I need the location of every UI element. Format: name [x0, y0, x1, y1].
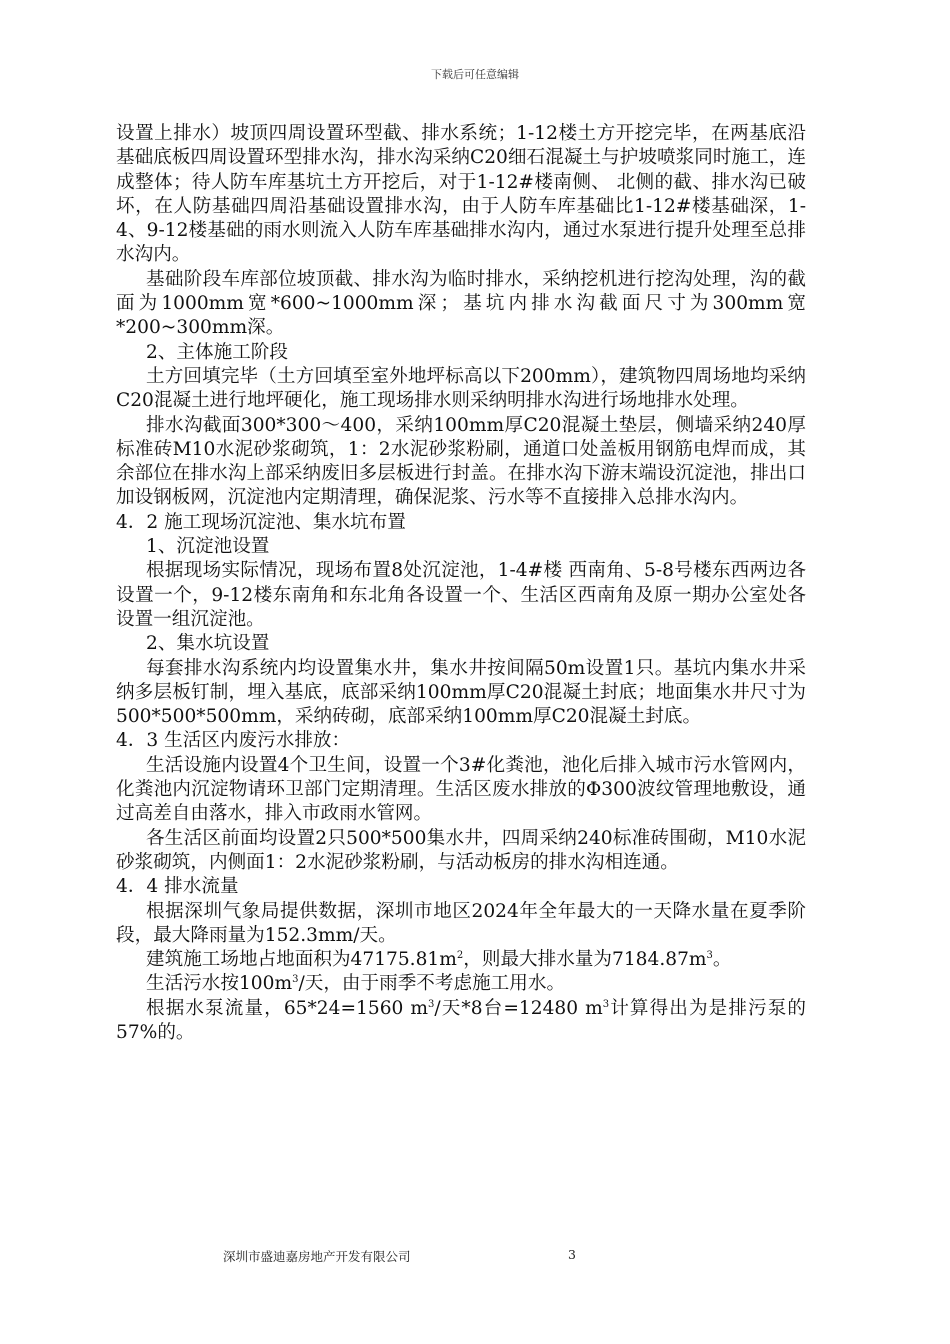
- section-heading-4-2: 4．2 施工现场沉淀池、集水坑布置: [116, 511, 406, 533]
- page-header: 下载后可任意编辑: [431, 68, 519, 81]
- paragraph: 基础阶段车库部位坡顶截、排水沟为临时排水，采纳挖机进行挖沟处理，沟的截面为1000mm宽*600~1000mm深；基坑内排水沟截面尺寸为300mm宽*200~300mm深。: [116, 268, 806, 339]
- paragraph-pump: 根据水泵流量，65*24=1560 $m^3/$天*8台=12480 $m^3$计算得出为是排污泵的57%的。: [116, 997, 806, 1043]
- paragraph: 排水沟截面300*300～400，采纳100mm厚C20混凝土垫层，侧墙采纳240厚标准砖M10水泥砂浆砌筑，1：2水泥砂浆粉刷，通道口处盖板用钢筋电焊而成，其余部位在排水沟上部采纳废旧多层板进行封盖。在排水沟下游末端设沉淀池，排出口加设钢板网，沉淀池内定期清理，确保泥浆、污水等不直接排入总排水沟内。: [116, 414, 806, 509]
- paragraph: 土方回填完毕（土方回填至室外地坪标高以下200mm），建筑物四周场地均采纳C20混凝土进行地坪硬化，施工现场排水则采纳明排水沟进行场地排水处理。: [116, 365, 806, 412]
- paragraph: 各生活区前面均设置2只500*500集水井，四周采纳240标准砖围砌，M10水泥砂浆砌筑，内侧面1：2水泥砂浆粉刷，与活动板房的排水沟相连通。: [116, 827, 806, 873]
- paragraph: 根据现场实际情况，现场布置8处沉淀池，1-4#楼 西南角、5-8号楼东西两边各设置一个，9-12楼东南角和东北角各设置一个、生活区西南角及原一期办公室处各设置一组沉淀池。: [116, 560, 806, 630]
- section-heading-4-3: 4．3 生活区内废污水排放：: [116, 730, 351, 752]
- paragraph: 生活设施内设置4个卫生间，设置一个3#化粪池，池化后排入城市污水管网内，化粪池内沉淀物请环卫部门定期清理。生活区废水排放的Φ300波纹管理地敷设，通过高差自由落水，排入市政雨水管网。: [116, 754, 806, 825]
- subheading: 2、集水坑设置: [146, 633, 270, 655]
- paragraph: 设置上排水）坡顶四周设置环型截、排水系统；1-12楼土方开挖完毕，在两基底沿基础底板四周设置环型排水沟，排水沟采纳C20细石混凝土与护坡喷浆同时施工，连成整体；待人防车库基坑土方开挖后，对于1-12#楼南侧、 北侧的截、排水沟已破坏，在人防基础四周沿基础设置排水沟，由于人防车库基础比1-12#楼基础深，1-4、9-12楼基础的雨水则流入人防车库基础排水沟内，通过水泵进行提升处理至总排水沟内。: [116, 123, 806, 266]
- subheading: 1、沉淀池设置: [146, 536, 270, 558]
- page-number: 3: [568, 1247, 576, 1262]
- paragraph-sewage: 生活污水按$100m^3/$天，由于雨季不考虑施工用水。: [146, 973, 566, 995]
- footer-company: 深圳市盛迪嘉房地产开发有限公司: [223, 1249, 411, 1264]
- section-heading-4-4: 4．4 排水流量: [116, 876, 239, 898]
- paragraph: 根据深圳气象局提供数据，深圳市地区2024年全年最大的一天降水量在夏季阶段，最大降雨量为152.3mm/天。: [116, 900, 806, 946]
- subheading: 2、主体施工阶段: [146, 341, 288, 363]
- paragraph: 每套排水沟系统内均设置集水井，集水井按间隔50m设置1只。基坑内集水井采纳多层板钉制，埋入基底，底部采纳100mm厚C20混凝土封底；地面集水井尺寸为500*500*500mm，采纳砖砌，底部采纳100mm厚C20混凝土封底。: [116, 657, 806, 728]
- paragraph-area: 建筑施工场地占地面积为$47175.81m^2$，则最大排水量为$7184.87m^3$。: [146, 949, 732, 971]
- document-body: [116, 122, 806, 1045]
